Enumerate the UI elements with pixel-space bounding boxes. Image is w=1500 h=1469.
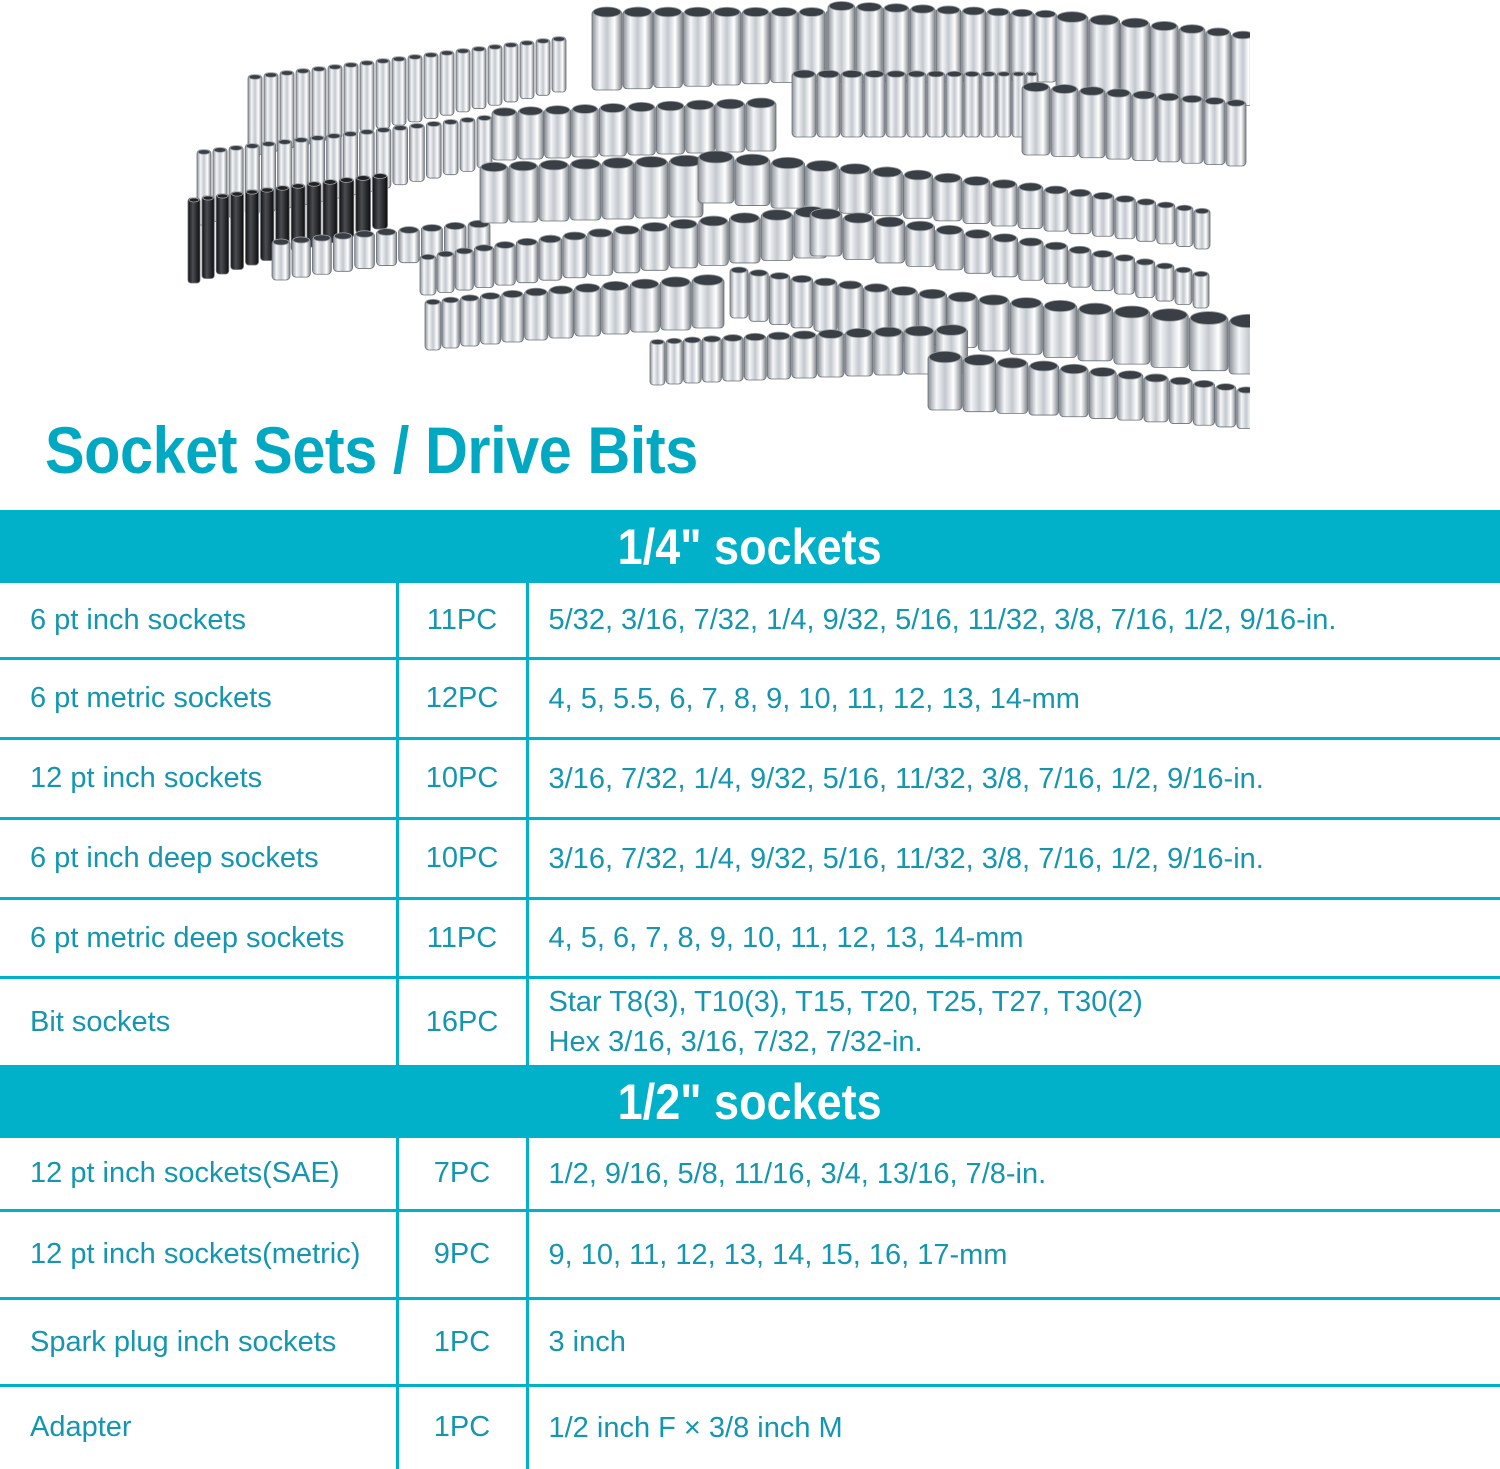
item-sizes [527, 1299, 1500, 1386]
socket-graphic [216, 194, 229, 274]
socket-graphic [437, 251, 454, 292]
item-name: 12 pt inch sockets [0, 739, 397, 819]
size-line: 3/16, 7/32, 1/4, 9/32, 5/16, 11/32, 3/8, 7/16, 1/2, 9/16-in. [549, 759, 1500, 799]
socket-graphic [818, 330, 844, 377]
socket-graphic [202, 196, 214, 279]
socket-graphic [843, 213, 874, 260]
socket-graphic [1193, 271, 1209, 308]
socket-graphic [936, 6, 961, 82]
socket-graphic [906, 221, 935, 266]
item-sizes [527, 1137, 1500, 1211]
socket-graphic [987, 8, 1010, 82]
socket-graphic [509, 161, 538, 222]
socket-graphic [539, 235, 562, 280]
size-line: 3/16, 7/32, 1/4, 9/32, 5/16, 11/32, 3/8, 7/16, 1/2, 9/16-in. [549, 839, 1500, 879]
socket-graphic [231, 192, 244, 270]
socket-graphic [355, 231, 375, 269]
socket-graphic [841, 70, 863, 137]
socket-graphic [928, 351, 962, 410]
item-quantity: 7PC [397, 1137, 527, 1211]
size-line: 3 inch [549, 1322, 1500, 1362]
socket-graphic [1043, 300, 1077, 357]
socket-graphic [997, 358, 1028, 414]
socket-graphic [1237, 387, 1250, 429]
socket-graphic [1115, 196, 1135, 239]
socket-graphic [525, 288, 548, 340]
socket-graphic [592, 7, 622, 90]
socket-graphic [420, 254, 436, 295]
socket-graphic [749, 270, 768, 322]
socket-graphic [272, 239, 290, 280]
socket-graphic [1029, 361, 1059, 415]
item-quantity: 10PC [397, 819, 527, 899]
socket-graphic [683, 337, 701, 383]
socket-graphic [477, 116, 492, 169]
socket-graphic [1044, 242, 1067, 284]
socket-graphic [539, 160, 569, 221]
socket-graphic [686, 100, 715, 153]
socket-graphic [1157, 93, 1180, 162]
socket-graphic [1189, 312, 1228, 371]
socket-graphic [716, 99, 745, 152]
socket-graphic [456, 49, 470, 112]
socket-graphic [248, 75, 262, 155]
socket-graphic [312, 67, 326, 142]
socket-graphic [761, 210, 793, 261]
socket-graphic [1089, 15, 1120, 97]
socket-graphic [488, 45, 502, 106]
socket-graphic [376, 229, 396, 266]
socket-graphic [516, 238, 538, 282]
socket-graphic [480, 293, 500, 344]
socket-graphic [910, 5, 935, 82]
socket-graphic [742, 7, 770, 83]
socket-graphic [1151, 21, 1179, 100]
socket-graphic [1114, 255, 1134, 295]
item-name: 12 pt inch sockets(SAE) [0, 1137, 397, 1211]
item-sizes [527, 819, 1500, 899]
socket-graphic [602, 158, 634, 219]
section-header [0, 512, 1500, 582]
socket-graphic [723, 335, 744, 381]
item-name: Adapter [0, 1386, 397, 1469]
socket-graphic [1022, 82, 1050, 155]
socket-graphic [563, 232, 587, 278]
socket-graphic [1114, 306, 1150, 364]
socket-graphic [630, 279, 659, 332]
table-row [0, 659, 1500, 739]
socket-graphic [360, 61, 374, 132]
size-line: 1/2, 9/16, 5/8, 11/16, 3/4, 13/16, 7/8-in. [549, 1154, 1500, 1194]
socket-graphic [963, 355, 996, 412]
socket-graphic [903, 170, 932, 218]
socket-graphic [1176, 205, 1193, 246]
socket-graphic [188, 198, 200, 283]
socket-graphic [978, 295, 1009, 351]
item-quantity: 10PC [397, 739, 527, 819]
socket-graphic [791, 275, 813, 328]
socket-graphic [442, 297, 459, 348]
socket-graphic [1179, 25, 1205, 102]
socket-graphic [312, 235, 331, 274]
socket-graphic [991, 180, 1017, 226]
socket-graphic [480, 162, 508, 223]
socket-graphic [650, 340, 665, 386]
socket-graphic [907, 71, 926, 137]
socket-graphic [1206, 28, 1231, 104]
socket-graphic [296, 69, 310, 145]
item-quantity: 12PC [397, 659, 527, 739]
item-quantity: 1PC [397, 1299, 527, 1386]
socket-graphic [1136, 259, 1155, 298]
socket-graphic [1092, 192, 1114, 236]
socket-graphic [1175, 267, 1192, 304]
table-row [0, 739, 1500, 819]
item-name: 6 pt metric deep sockets [0, 899, 397, 978]
table-row [0, 899, 1500, 978]
socket-graphic [806, 161, 839, 211]
socket-graphic [1194, 208, 1210, 249]
socket-graphic [373, 174, 388, 230]
section-heading: 1/4" sockets [618, 518, 882, 576]
socket-graphic [692, 275, 724, 328]
socket-graphic [839, 164, 871, 213]
item-quantity: 11PC [397, 899, 527, 978]
socket-graphic [472, 47, 486, 109]
socket-graphic [1044, 186, 1068, 231]
socket-graphic [344, 63, 358, 135]
socket-graphic [1010, 298, 1042, 355]
socket-graphic [424, 53, 438, 119]
socket-graphic [1056, 12, 1088, 95]
socket-graphic [570, 159, 601, 220]
item-quantity: 9PC [397, 1211, 527, 1299]
spec-table [0, 510, 1500, 1469]
socket-graphic [845, 328, 873, 376]
item-sizes [527, 582, 1500, 659]
socket-graphic [1136, 199, 1155, 242]
socket-graphic [1156, 263, 1174, 301]
socket-graphic [575, 284, 601, 336]
socket-graphic [1169, 377, 1192, 423]
socket-graphic [814, 278, 837, 331]
socket-graphic [767, 332, 791, 379]
socket-graphic [817, 70, 840, 137]
socket-graphic [474, 245, 493, 288]
socket-graphic [856, 3, 882, 82]
socket-graphic [1019, 238, 1044, 280]
item-name: 6 pt metric sockets [0, 659, 397, 739]
socket-graphic [1079, 87, 1105, 158]
socket-graphic [356, 176, 371, 234]
socket-graphic [735, 154, 770, 205]
socket-graphic [744, 333, 766, 380]
socket-graphic [1018, 183, 1043, 229]
socket-graphic [549, 286, 574, 338]
socket-graphic [964, 230, 991, 274]
socket-graphic [1069, 246, 1091, 287]
socket-graphic [828, 2, 855, 83]
size-line: 1/2 inch F × 3/8 inch M [549, 1408, 1500, 1448]
table-row [0, 978, 1500, 1067]
socket-graphic [729, 213, 760, 263]
socket-graphic [810, 209, 842, 256]
socket-graphic [1011, 9, 1034, 82]
item-sizes [527, 739, 1500, 819]
socket-graphic [440, 51, 454, 116]
page-title: Socket Sets / Drive Bits [45, 412, 698, 488]
socket-graphic [518, 107, 544, 159]
socket-graphic [771, 8, 798, 83]
socket-graphic [328, 65, 342, 139]
item-name: Bit sockets [0, 978, 397, 1067]
socket-graphic [1181, 95, 1203, 163]
socket-graphic [875, 217, 905, 263]
section-heading: 1/2" sockets [618, 1073, 882, 1131]
socket-graphic [872, 167, 902, 216]
socket-graphic [997, 72, 1011, 137]
socket-graphic [1035, 10, 1057, 82]
socket-graphic [874, 327, 903, 375]
item-quantity: 16PC [397, 978, 527, 1067]
section-header [0, 1067, 1500, 1137]
socket-graphic [992, 234, 1018, 277]
table-row [0, 819, 1500, 899]
socket-graphic [1060, 364, 1088, 417]
socket-graphic [460, 295, 479, 346]
socket-graphic [927, 71, 945, 137]
item-sizes [527, 1211, 1500, 1299]
socket-graphic [410, 124, 425, 182]
socket-graphic [264, 73, 278, 152]
socket-graphic [981, 72, 996, 138]
socket-graphic [886, 71, 906, 137]
size-line: 4, 5, 5.5, 6, 7, 8, 9, 10, 11, 12, 13, 14-mm [549, 679, 1500, 719]
socket-graphic [1226, 100, 1246, 166]
socket-graphic [669, 219, 697, 268]
item-quantity: 11PC [397, 582, 527, 659]
socket-graphic [746, 98, 776, 151]
socket-graphic [614, 226, 640, 273]
socket-graphic [504, 43, 518, 102]
socket-graphic [838, 281, 862, 335]
socket-graphic [730, 267, 748, 318]
socket-graphic [502, 290, 524, 342]
socket-graphic [536, 39, 550, 96]
socket-graphic [545, 106, 571, 158]
socket-graphic [1051, 85, 1078, 157]
socket-graphic [1232, 31, 1251, 105]
size-line: 5/32, 3/16, 7/32, 1/4, 9/32, 5/16, 11/32, 3/8, 7/16, 1/2, 9/16-in. [549, 600, 1500, 640]
item-sizes [527, 659, 1500, 739]
socket-graphic [660, 277, 691, 330]
table-row [0, 1211, 1500, 1299]
socket-graphic [399, 227, 420, 263]
socket-graphic [1229, 314, 1250, 374]
socket-graphic [964, 71, 980, 137]
socket-graphic [628, 102, 656, 155]
socket-graphic [1069, 189, 1092, 233]
socket-graphic [552, 37, 566, 92]
socket-graphic [1089, 367, 1116, 418]
item-name: 6 pt inch sockets [0, 582, 397, 659]
socket-graphic [792, 331, 817, 378]
socket-graphic [425, 299, 441, 350]
size-line: 4, 5, 6, 7, 8, 9, 10, 11, 12, 13, 14-mm [549, 918, 1500, 958]
socket-graphic [684, 7, 713, 86]
socket-graphic [771, 157, 805, 208]
socket-graphic [1106, 89, 1131, 159]
socket-graphic [792, 70, 816, 137]
socket-graphic [934, 173, 962, 221]
socket-graphic [492, 108, 517, 160]
socket-graphic [1151, 309, 1188, 368]
socket-graphic [376, 59, 390, 129]
socket-graphic [963, 176, 990, 223]
socket-graphic [460, 118, 475, 172]
socket-graphic [702, 336, 721, 382]
socket-graphic [769, 273, 790, 325]
socket-graphic [246, 190, 259, 265]
socket-graphic [588, 229, 613, 275]
socket-graphic [599, 103, 626, 156]
socket-graphic [495, 242, 516, 286]
socket-graphic [962, 7, 986, 82]
socket-graphic [641, 222, 668, 270]
socket-graphic [1132, 91, 1156, 161]
socket-graphic [1117, 371, 1143, 420]
socket-graphic [1216, 384, 1236, 427]
socket-graphic [292, 237, 310, 277]
socket-graphic [883, 4, 909, 82]
socket-graphic [1078, 303, 1113, 361]
socket-graphic [1193, 380, 1215, 425]
socket-graphic [339, 178, 354, 238]
socket-graphic [936, 225, 964, 269]
item-name: 12 pt inch sockets(metric) [0, 1211, 397, 1299]
socket-graphic [699, 216, 729, 265]
size-line: Star T8(3), T10(3), T15, T20, T25, T27, T30(2) [549, 982, 1500, 1022]
socket-graphic [602, 281, 630, 334]
size-line: 9, 10, 11, 12, 13, 14, 15, 16, 17-mm [549, 1235, 1500, 1275]
item-name: Spark plug inch sockets [0, 1299, 397, 1386]
table-row [0, 1386, 1500, 1469]
socket-graphic [946, 71, 963, 137]
socket-graphic [656, 101, 684, 154]
socket-graphic [1204, 98, 1225, 165]
socket-graphic [392, 57, 406, 125]
socket-graphic [572, 105, 599, 157]
socket-graphic [333, 233, 352, 272]
socket-graphic [1157, 202, 1175, 244]
socket-graphic [666, 338, 682, 384]
socket-graphic [408, 55, 422, 122]
table-row [0, 1137, 1500, 1211]
item-sizes [527, 1386, 1500, 1469]
item-name: 6 pt inch deep sockets [0, 819, 397, 899]
socket-graphic [520, 41, 534, 99]
socket-graphic [443, 120, 458, 175]
item-sizes [527, 899, 1500, 978]
socket-graphic [698, 151, 734, 203]
socket-graphic [864, 71, 885, 138]
table-row [0, 582, 1500, 659]
socket-graphic [426, 122, 441, 179]
socket-graphic [393, 126, 408, 185]
socket-graphic [623, 7, 653, 89]
item-quantity: 1PC [397, 1386, 527, 1469]
socket-graphic [635, 157, 668, 219]
socket-graphic [323, 180, 337, 243]
socket-graphic [1092, 250, 1113, 290]
socket-graphic [1121, 18, 1150, 98]
table-row [0, 1299, 1500, 1386]
socket-graphic [1144, 374, 1168, 422]
item-sizes [527, 978, 1500, 1067]
socket-graphic [455, 248, 473, 290]
socket-graphic [654, 7, 683, 87]
socket-graphic [280, 71, 294, 149]
size-line: Hex 3/16, 3/16, 7/32, 7/32-in. [549, 1022, 1500, 1062]
socket-graphic [713, 7, 741, 85]
